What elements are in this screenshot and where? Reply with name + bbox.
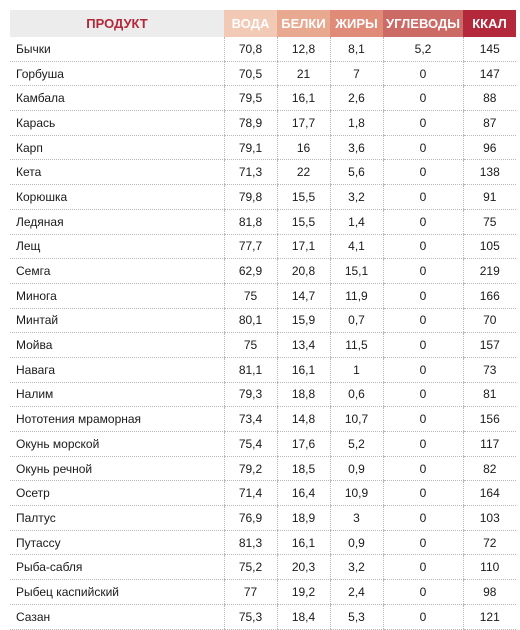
cell-protein: 18,9 xyxy=(277,506,330,531)
cell-protein: 21 xyxy=(277,61,330,86)
cell-carbs: 0 xyxy=(383,308,463,333)
cell-fat: 8,1 xyxy=(330,37,383,61)
cell-protein: 17,6 xyxy=(277,432,330,457)
table-row xyxy=(10,555,516,580)
cell-kcal: 98 xyxy=(463,580,516,605)
cell-kcal: 110 xyxy=(463,555,516,580)
cell-product: Камбала xyxy=(10,86,224,111)
cell-kcal: 219 xyxy=(463,259,516,284)
header-fat: ЖИРЫ xyxy=(330,10,383,37)
cell-water: 70,8 xyxy=(224,37,277,61)
cell-product: Семга xyxy=(10,259,224,284)
cell-water: 75,4 xyxy=(224,432,277,457)
cell-carbs: 0 xyxy=(383,357,463,382)
cell-protein: 15,5 xyxy=(277,185,330,210)
cell-fat: 15,1 xyxy=(330,259,383,284)
table-row xyxy=(10,111,516,136)
header-protein: БЕЛКИ xyxy=(277,10,330,37)
cell-water: 77 xyxy=(224,580,277,605)
cell-protein: 15,9 xyxy=(277,308,330,333)
cell-water: 75 xyxy=(224,283,277,308)
cell-carbs: 0 xyxy=(383,259,463,284)
cell-kcal: 147 xyxy=(463,61,516,86)
cell-product: Мойва xyxy=(10,333,224,358)
cell-kcal: 117 xyxy=(463,432,516,457)
cell-carbs: 0 xyxy=(383,432,463,457)
cell-carbs: 0 xyxy=(383,209,463,234)
cell-kcal: 70 xyxy=(463,308,516,333)
cell-carbs: 0 xyxy=(383,382,463,407)
cell-fat: 1 xyxy=(330,357,383,382)
table-row xyxy=(10,259,516,284)
table-row xyxy=(10,432,516,457)
table-row xyxy=(10,481,516,506)
cell-carbs: 0 xyxy=(383,283,463,308)
table-row xyxy=(10,382,516,407)
cell-protein: 17,7 xyxy=(277,111,330,136)
cell-water: 79,1 xyxy=(224,135,277,160)
cell-product: Карась xyxy=(10,111,224,136)
cell-carbs: 0 xyxy=(383,333,463,358)
cell-carbs: 0 xyxy=(383,111,463,136)
cell-kcal: 121 xyxy=(463,604,516,629)
cell-fat: 11,9 xyxy=(330,283,383,308)
cell-product: Лещ xyxy=(10,234,224,259)
cell-carbs: 0 xyxy=(383,481,463,506)
cell-carbs: 0 xyxy=(383,506,463,531)
cell-kcal: 105 xyxy=(463,234,516,259)
cell-product: Карп xyxy=(10,135,224,160)
cell-product: Горбуша xyxy=(10,61,224,86)
cell-carbs: 0 xyxy=(383,61,463,86)
cell-fat: 3,6 xyxy=(330,135,383,160)
cell-fat: 1,8 xyxy=(330,111,383,136)
table-row xyxy=(10,86,516,111)
cell-water: 71,4 xyxy=(224,481,277,506)
cell-water: 80,1 xyxy=(224,308,277,333)
cell-kcal: 88 xyxy=(463,86,516,111)
cell-kcal: 73 xyxy=(463,357,516,382)
cell-fat: 2,6 xyxy=(330,86,383,111)
cell-water: 75 xyxy=(224,333,277,358)
cell-kcal: 166 xyxy=(463,283,516,308)
cell-product: Налим xyxy=(10,382,224,407)
cell-protein: 20,3 xyxy=(277,555,330,580)
cell-product: Осетр xyxy=(10,481,224,506)
cell-fat: 1,4 xyxy=(330,209,383,234)
cell-kcal: 164 xyxy=(463,481,516,506)
table-row xyxy=(10,61,516,86)
cell-protein: 16,1 xyxy=(277,530,330,555)
cell-carbs: 0 xyxy=(383,185,463,210)
cell-fat: 0,9 xyxy=(330,456,383,481)
cell-carbs: 0 xyxy=(383,530,463,555)
cell-protein: 14,8 xyxy=(277,407,330,432)
table-row xyxy=(10,530,516,555)
cell-kcal: 81 xyxy=(463,382,516,407)
cell-product: Минога xyxy=(10,283,224,308)
table-row xyxy=(10,160,516,185)
cell-product: Навага xyxy=(10,357,224,382)
cell-fat: 3,2 xyxy=(330,555,383,580)
cell-water: 75,3 xyxy=(224,604,277,629)
header-carbs: УГЛЕВОДЫ xyxy=(383,10,463,37)
cell-fat: 3 xyxy=(330,506,383,531)
cell-water: 81,3 xyxy=(224,530,277,555)
cell-water: 81,1 xyxy=(224,357,277,382)
cell-protein: 22 xyxy=(277,160,330,185)
table-row xyxy=(10,135,516,160)
cell-fat: 11,5 xyxy=(330,333,383,358)
cell-product: Нототения мраморная xyxy=(10,407,224,432)
cell-carbs: 0 xyxy=(383,580,463,605)
cell-protein: 19,2 xyxy=(277,580,330,605)
table-header xyxy=(10,10,516,37)
cell-product: Минтай xyxy=(10,308,224,333)
table-row xyxy=(10,283,516,308)
cell-carbs: 0 xyxy=(383,135,463,160)
cell-water: 76,9 xyxy=(224,506,277,531)
cell-water: 73,4 xyxy=(224,407,277,432)
cell-kcal: 72 xyxy=(463,530,516,555)
cell-protein: 15,5 xyxy=(277,209,330,234)
cell-carbs: 0 xyxy=(383,86,463,111)
cell-protein: 12,8 xyxy=(277,37,330,61)
cell-kcal: 82 xyxy=(463,456,516,481)
cell-kcal: 87 xyxy=(463,111,516,136)
cell-water: 70,5 xyxy=(224,61,277,86)
header-product: ПРОДУКТ xyxy=(10,10,224,37)
cell-fat: 5,2 xyxy=(330,432,383,457)
cell-carbs: 5,2 xyxy=(383,37,463,61)
cell-product: Бычки xyxy=(10,37,224,61)
cell-protein: 16 xyxy=(277,135,330,160)
header-water: ВОДА xyxy=(224,10,277,37)
cell-fat: 5,3 xyxy=(330,604,383,629)
cell-water: 81,8 xyxy=(224,209,277,234)
table-row xyxy=(10,456,516,481)
cell-protein: 17,1 xyxy=(277,234,330,259)
cell-water: 77,7 xyxy=(224,234,277,259)
cell-fat: 0,7 xyxy=(330,308,383,333)
table-row xyxy=(10,407,516,432)
table-row xyxy=(10,333,516,358)
cell-fat: 10,9 xyxy=(330,481,383,506)
cell-kcal: 103 xyxy=(463,506,516,531)
cell-product: Кета xyxy=(10,160,224,185)
cell-product: Окунь речной xyxy=(10,456,224,481)
table-row xyxy=(10,580,516,605)
cell-water: 79,5 xyxy=(224,86,277,111)
cell-kcal: 145 xyxy=(463,37,516,61)
cell-kcal: 91 xyxy=(463,185,516,210)
cell-protein: 20,8 xyxy=(277,259,330,284)
cell-product: Рыба-сабля xyxy=(10,555,224,580)
cell-water: 71,3 xyxy=(224,160,277,185)
table-row xyxy=(10,185,516,210)
cell-carbs: 0 xyxy=(383,160,463,185)
cell-carbs: 0 xyxy=(383,234,463,259)
cell-protein: 18,8 xyxy=(277,382,330,407)
cell-fat: 0,6 xyxy=(330,382,383,407)
table-row xyxy=(10,308,516,333)
cell-product: Рыбец каспийский xyxy=(10,580,224,605)
cell-fat: 4,1 xyxy=(330,234,383,259)
cell-protein: 14,7 xyxy=(277,283,330,308)
cell-kcal: 157 xyxy=(463,333,516,358)
cell-product: Корюшка xyxy=(10,185,224,210)
cell-carbs: 0 xyxy=(383,555,463,580)
cell-water: 78,9 xyxy=(224,111,277,136)
cell-carbs: 0 xyxy=(383,407,463,432)
table-row xyxy=(10,37,516,61)
cell-fat: 3,2 xyxy=(330,185,383,210)
cell-protein: 13,4 xyxy=(277,333,330,358)
cell-product: Путассу xyxy=(10,530,224,555)
cell-fat: 7 xyxy=(330,61,383,86)
cell-kcal: 156 xyxy=(463,407,516,432)
cell-fat: 2,4 xyxy=(330,580,383,605)
table-row xyxy=(10,209,516,234)
table-row xyxy=(10,357,516,382)
table-row xyxy=(10,234,516,259)
table-row xyxy=(10,506,516,531)
cell-fat: 10,7 xyxy=(330,407,383,432)
cell-product: Ледяная xyxy=(10,209,224,234)
cell-water: 79,3 xyxy=(224,382,277,407)
cell-fat: 5,6 xyxy=(330,160,383,185)
cell-kcal: 96 xyxy=(463,135,516,160)
cell-water: 62,9 xyxy=(224,259,277,284)
cell-water: 79,8 xyxy=(224,185,277,210)
cell-protein: 16,4 xyxy=(277,481,330,506)
header-row xyxy=(10,10,516,37)
cell-product: Окунь морской xyxy=(10,432,224,457)
cell-carbs: 0 xyxy=(383,456,463,481)
table-body xyxy=(10,37,516,629)
cell-protein: 16,1 xyxy=(277,86,330,111)
cell-carbs: 0 xyxy=(383,604,463,629)
cell-protein: 18,4 xyxy=(277,604,330,629)
table-row xyxy=(10,604,516,629)
header-kcal: ККАЛ xyxy=(463,10,516,37)
cell-fat: 0,9 xyxy=(330,530,383,555)
cell-protein: 16,1 xyxy=(277,357,330,382)
nutrition-table xyxy=(10,10,516,630)
cell-water: 75,2 xyxy=(224,555,277,580)
cell-product: Палтус xyxy=(10,506,224,531)
cell-water: 79,2 xyxy=(224,456,277,481)
cell-kcal: 75 xyxy=(463,209,516,234)
cell-protein: 18,5 xyxy=(277,456,330,481)
cell-product: Сазан xyxy=(10,604,224,629)
cell-kcal: 138 xyxy=(463,160,516,185)
